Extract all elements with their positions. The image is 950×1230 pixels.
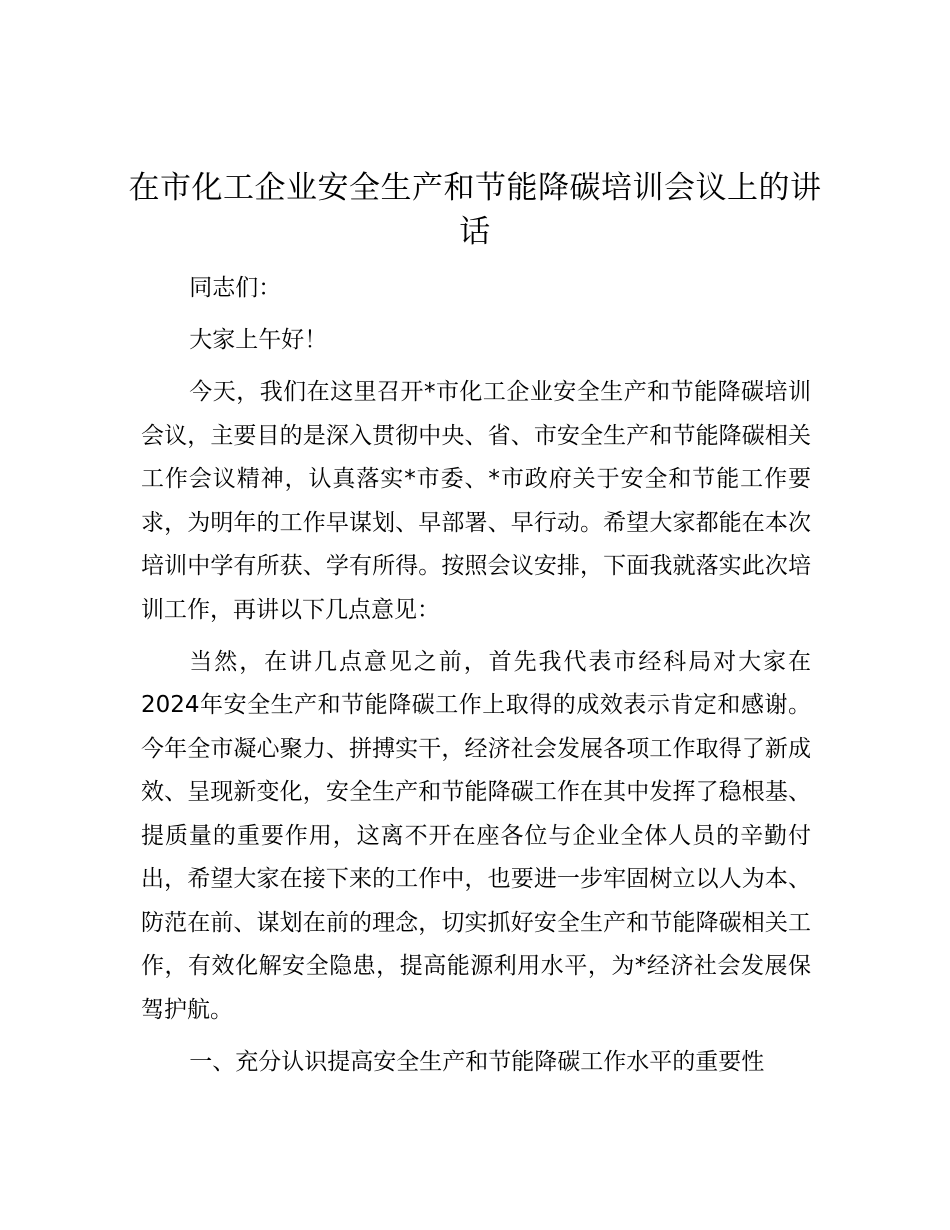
document-body (141, 267, 811, 1093)
paragraph-intro: 今天，我们在这里召开*市化工企业安全生产和节能降碳培训会议，主要目的是深入贯彻中央、省、市安全生产和节能降碳相关工作会议精神，认真落实*市委、*市政府关于安全和节能工作要求，为明年的工作早谋划、早部署、早行动。希望大家都能在本次培训中学有所获、学有所得。按照会议安排，下面我就落实此次培训工作，再讲以下几点意见： (141, 379, 811, 623)
section-heading-1: 一、充分认识提高安全生产和节能降碳工作水平的重要性 (189, 1048, 765, 1075)
paragraph-greeting: 大家上午好！ (189, 327, 328, 353)
paragraph-salutation: 同志们： (189, 275, 282, 301)
document-title: 在市化工企业安全生产和节能降碳培训会议上的讲话 (128, 170, 822, 250)
paragraph-acknowledgement: 当然，在讲几点意见之前，首先我代表市经科局对大家在2024年安全生产和节能降碳工作上取得的成效表示肯定和感谢。今年全市凝心聚力、拼搏实干，经济社会发展各项工作取得了新成效、呈现新变化，安全生产和节能降碳工作在其中发挥了稳根基、提质量的重要作用，这离不开在座各位与企业全体人员的辛勤付出，希望大家在接下来的工作中，也要进一步牢固树立以人为本、防范在前、谋划在前的理念，切实抓好安全生产和节能降碳相关工作，有效化解安全隐患，提高能源利用水平，为*经济社会发展保驾护航。 (141, 648, 811, 1023)
